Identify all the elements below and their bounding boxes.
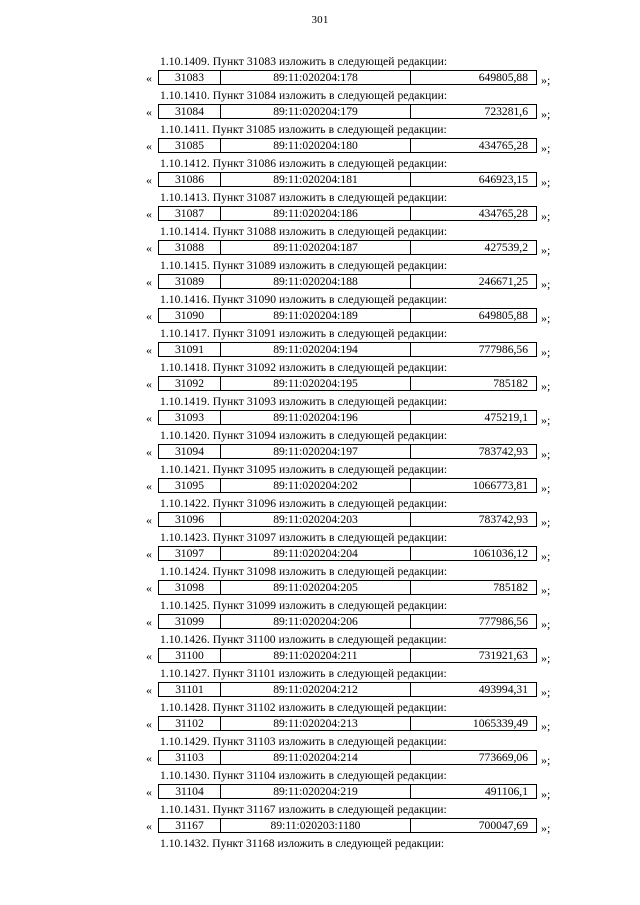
- cadastral-number-cell: 89:11:020204:178: [221, 71, 411, 84]
- quote-close: »;: [541, 787, 551, 801]
- value-cell: 773669,06: [478, 751, 528, 764]
- quote-open: «: [146, 547, 152, 561]
- item-number-cell: 31083: [159, 71, 221, 84]
- table-row: [158, 750, 537, 765]
- quote-open: «: [146, 445, 152, 459]
- amendment-instruction: 1.10.1415. Пункт 31089 изложить в следующей редакции:: [160, 259, 448, 272]
- cadastral-number-cell: 89:11:020204:212: [221, 683, 411, 696]
- amendment-instruction: 1.10.1414. Пункт 31088 изложить в следующей редакции:: [160, 225, 448, 238]
- item-number-cell: 31084: [159, 105, 221, 118]
- amendment-row: [0, 69, 640, 87]
- cadastral-number-cell: 89:11:020204:196: [221, 411, 411, 424]
- cadastral-number-cell: 89:11:020204:214: [221, 751, 411, 764]
- quote-close: »;: [541, 685, 551, 699]
- table-row: [158, 410, 537, 425]
- amendment-row: [0, 205, 640, 223]
- cadastral-number-cell: 89:11:020204:180: [221, 139, 411, 152]
- quote-close: »;: [541, 753, 551, 767]
- amendment-instruction: 1.10.1424. Пункт 31098 изложить в следующей редакции:: [160, 565, 448, 578]
- quote-close: »;: [541, 481, 551, 495]
- quote-close: »;: [541, 719, 551, 733]
- quote-close: »;: [541, 583, 551, 597]
- item-number-cell: 31094: [159, 445, 221, 458]
- value-cell: 1066773,81: [472, 479, 528, 492]
- table-row: [158, 104, 537, 119]
- amendment-item: [0, 190, 640, 224]
- table-row: [158, 308, 537, 323]
- quote-close: »;: [541, 345, 551, 359]
- value-cell: 475219,1: [484, 411, 528, 424]
- amendment-instruction: 1.10.1420. Пункт 31094 изложить в следующей редакции:: [160, 429, 448, 442]
- table-row: [158, 546, 537, 561]
- value-cell: 783742,93: [478, 445, 528, 458]
- cadastral-number-cell: 89:11:020204:219: [221, 785, 411, 798]
- page-number: 301: [311, 14, 329, 26]
- quote-open: «: [146, 241, 152, 255]
- value-cell: 785182: [493, 377, 528, 390]
- item-number-cell: 31104: [159, 785, 221, 798]
- value-cell: 785182: [493, 581, 528, 594]
- value-cell: 246671,25: [478, 275, 528, 288]
- amendment-row: [0, 647, 640, 665]
- amendment-row: [0, 613, 640, 631]
- cadastral-number-cell: 89:11:020204:203: [221, 513, 411, 526]
- cadastral-number-cell: 89:11:020204:181: [221, 173, 411, 186]
- item-number-cell: 31097: [159, 547, 221, 560]
- cadastral-number-cell: 89:11:020204:211: [221, 649, 411, 662]
- quote-close: »;: [541, 243, 551, 257]
- amendment-item: [0, 530, 640, 564]
- table-row: [158, 138, 537, 153]
- table-row: [158, 648, 537, 663]
- quote-open: «: [146, 411, 152, 425]
- item-number-cell: 31102: [159, 717, 221, 730]
- quote-open: «: [146, 343, 152, 357]
- amendment-instruction: 1.10.1410. Пункт 31084 изложить в следующей редакции:: [160, 89, 448, 102]
- quote-open: «: [146, 377, 152, 391]
- amendment-row: [0, 715, 640, 733]
- amendment-item: [0, 734, 640, 768]
- table-row: [158, 716, 537, 731]
- amendment-instruction: 1.10.1422. Пункт 31096 изложить в следующей редакции:: [160, 497, 448, 510]
- quote-open: «: [146, 615, 152, 629]
- table-row: [158, 172, 537, 187]
- value-cell: 783742,93: [478, 513, 528, 526]
- amendment-row: [0, 511, 640, 529]
- item-number-cell: 31098: [159, 581, 221, 594]
- table-row: [158, 512, 537, 527]
- amendment-item: [0, 88, 640, 122]
- quote-close: »;: [541, 651, 551, 665]
- amendment-row: [0, 409, 640, 427]
- amendment-item: [0, 836, 640, 870]
- value-cell: 649805,88: [478, 309, 528, 322]
- quote-open: «: [146, 105, 152, 119]
- value-cell: 649805,88: [478, 71, 528, 84]
- amendment-instruction: 1.10.1432. Пункт 31168 изложить в следующей редакции:: [160, 837, 445, 850]
- quote-close: »;: [541, 175, 551, 189]
- amendment-instruction: 1.10.1409. Пункт 31083 изложить в следующей редакции:: [160, 55, 448, 68]
- item-number-cell: 31093: [159, 411, 221, 424]
- cadastral-number-cell: 89:11:020204:187: [221, 241, 411, 254]
- amendment-instruction: 1.10.1417. Пункт 31091 изложить в следующей редакции:: [160, 327, 448, 340]
- item-number-cell: 31101: [159, 683, 221, 696]
- table-row: [158, 614, 537, 629]
- table-row: [158, 478, 537, 493]
- quote-close: »;: [541, 515, 551, 529]
- table-row: [158, 274, 537, 289]
- amendment-instruction: 1.10.1418. Пункт 31092 изложить в следующей редакции:: [160, 361, 448, 374]
- value-cell: 1061036,12: [472, 547, 528, 560]
- amendment-item: [0, 394, 640, 428]
- quote-close: »;: [541, 821, 551, 835]
- amendment-instruction: 1.10.1428. Пункт 31102 изложить в следующей редакции:: [160, 701, 447, 714]
- value-cell: 434765,28: [478, 207, 528, 220]
- quote-open: «: [146, 581, 152, 595]
- quote-open: «: [146, 139, 152, 153]
- amendment-item: [0, 598, 640, 632]
- table-row: [158, 240, 537, 255]
- quote-open: «: [146, 173, 152, 187]
- amendment-instruction: 1.10.1427. Пункт 31101 изложить в следующей редакции:: [160, 667, 447, 680]
- table-row: [158, 444, 537, 459]
- quote-close: »;: [541, 617, 551, 631]
- amendments-list: [0, 54, 640, 870]
- quote-open: «: [146, 513, 152, 527]
- item-number-cell: 31091: [159, 343, 221, 356]
- amendment-instruction: 1.10.1425. Пункт 31099 изложить в следующей редакции:: [160, 599, 448, 612]
- table-row: [158, 342, 537, 357]
- value-cell: 491106,1: [484, 785, 528, 798]
- amendment-item: [0, 768, 640, 802]
- quote-close: »;: [541, 73, 551, 87]
- value-cell: 700047,69: [478, 819, 528, 832]
- amendment-item: [0, 326, 640, 360]
- item-number-cell: 31103: [159, 751, 221, 764]
- quote-open: «: [146, 275, 152, 289]
- amendment-item: [0, 496, 640, 530]
- table-row: [158, 818, 537, 833]
- cadastral-number-cell: 89:11:020204:204: [221, 547, 411, 560]
- amendment-item: [0, 360, 640, 394]
- item-number-cell: 31095: [159, 479, 221, 492]
- amendment-instruction: 1.10.1416. Пункт 31090 изложить в следующей редакции:: [160, 293, 448, 306]
- amendment-row: [0, 443, 640, 461]
- amendment-item: [0, 462, 640, 496]
- amendment-row: [0, 239, 640, 257]
- item-number-cell: 31087: [159, 207, 221, 220]
- quote-close: »;: [541, 277, 551, 291]
- cadastral-number-cell: 89:11:020204:195: [221, 377, 411, 390]
- item-number-cell: 31092: [159, 377, 221, 390]
- quote-open: «: [146, 785, 152, 799]
- quote-close: »;: [541, 549, 551, 563]
- value-cell: 777986,56: [478, 615, 528, 628]
- value-cell: 427539,2: [484, 241, 528, 254]
- amendment-row: [0, 171, 640, 189]
- quote-close: »;: [541, 379, 551, 393]
- amendment-item: [0, 292, 640, 326]
- amendment-row: [0, 545, 640, 563]
- cadastral-number-cell: 89:11:020204:194: [221, 343, 411, 356]
- amendment-instruction: 1.10.1426. Пункт 31100 изложить в следующей редакции:: [160, 633, 447, 646]
- amendment-row: [0, 273, 640, 291]
- amendment-row: [0, 579, 640, 597]
- quote-open: «: [146, 751, 152, 765]
- item-number-cell: 31089: [159, 275, 221, 288]
- amendment-item: [0, 258, 640, 292]
- amendment-row: [0, 103, 640, 121]
- table-row: [158, 376, 537, 391]
- amendment-item: [0, 700, 640, 734]
- quote-close: »;: [541, 311, 551, 325]
- value-cell: 646923,15: [478, 173, 528, 186]
- cadastral-number-cell: 89:11:020203:1180: [221, 819, 411, 832]
- amendment-item: [0, 122, 640, 156]
- cadastral-number-cell: 89:11:020204:186: [221, 207, 411, 220]
- quote-open: «: [146, 819, 152, 833]
- table-row: [158, 784, 537, 799]
- value-cell: 777986,56: [478, 343, 528, 356]
- value-cell: 493994,31: [478, 683, 528, 696]
- cadastral-number-cell: 89:11:020204:202: [221, 479, 411, 492]
- amendment-row: [0, 375, 640, 393]
- quote-close: »;: [541, 107, 551, 121]
- amendment-item: [0, 54, 640, 88]
- value-cell: 434765,28: [478, 139, 528, 152]
- quote-open: «: [146, 717, 152, 731]
- quote-close: »;: [541, 141, 551, 155]
- amendment-instruction: 1.10.1419. Пункт 31093 изложить в следующей редакции:: [160, 395, 448, 408]
- amendment-row: [0, 783, 640, 801]
- quote-open: «: [146, 683, 152, 697]
- item-number-cell: 31100: [159, 649, 221, 662]
- amendment-row: [0, 137, 640, 155]
- quote-open: «: [146, 479, 152, 493]
- amendment-item: [0, 802, 640, 836]
- amendment-instruction: 1.10.1429. Пункт 31103 изложить в следующей редакции:: [160, 735, 447, 748]
- amendment-row: [0, 749, 640, 767]
- value-cell: 1065339,49: [472, 717, 528, 730]
- quote-close: »;: [541, 413, 551, 427]
- amendment-row: [0, 681, 640, 699]
- amendment-instruction: 1.10.1431. Пункт 31167 изложить в следующей редакции:: [160, 803, 447, 816]
- amendment-item: [0, 632, 640, 666]
- amendment-item: [0, 564, 640, 598]
- cadastral-number-cell: 89:11:020204:197: [221, 445, 411, 458]
- amendment-instruction: 1.10.1412. Пункт 31086 изложить в следующей редакции:: [160, 157, 448, 170]
- amendment-instruction: 1.10.1421. Пункт 31095 изложить в следующей редакции:: [160, 463, 448, 476]
- quote-open: «: [146, 71, 152, 85]
- item-number-cell: 31088: [159, 241, 221, 254]
- quote-open: «: [146, 309, 152, 323]
- amendment-instruction: 1.10.1423. Пункт 31097 изложить в следующей редакции:: [160, 531, 448, 544]
- item-number-cell: 31096: [159, 513, 221, 526]
- amendment-item: [0, 666, 640, 700]
- cadastral-number-cell: 89:11:020204:188: [221, 275, 411, 288]
- item-number-cell: 31099: [159, 615, 221, 628]
- amendment-item: [0, 224, 640, 258]
- cadastral-number-cell: 89:11:020204:206: [221, 615, 411, 628]
- quote-open: «: [146, 207, 152, 221]
- amendment-item: [0, 156, 640, 190]
- table-row: [158, 206, 537, 221]
- amendment-row: [0, 817, 640, 835]
- quote-close: »;: [541, 447, 551, 461]
- item-number-cell: 31085: [159, 139, 221, 152]
- value-cell: 723281,6: [484, 105, 528, 118]
- item-number-cell: 31167: [159, 819, 221, 832]
- cadastral-number-cell: 89:11:020204:179: [221, 105, 411, 118]
- amendment-row: [0, 341, 640, 359]
- amendment-instruction: 1.10.1411. Пункт 31085 изложить в следующей редакции:: [160, 123, 447, 136]
- amendment-item: [0, 428, 640, 462]
- amendment-instruction: 1.10.1430. Пункт 31104 изложить в следующей редакции:: [160, 769, 447, 782]
- item-number-cell: 31090: [159, 309, 221, 322]
- cadastral-number-cell: 89:11:020204:189: [221, 309, 411, 322]
- amendment-instruction: 1.10.1413. Пункт 31087 изложить в следующей редакции:: [160, 191, 448, 204]
- cadastral-number-cell: 89:11:020204:205: [221, 581, 411, 594]
- cadastral-number-cell: 89:11:020204:213: [221, 717, 411, 730]
- item-number-cell: 31086: [159, 173, 221, 186]
- value-cell: 731921,63: [478, 649, 528, 662]
- table-row: [158, 70, 537, 85]
- amendment-row: [0, 477, 640, 495]
- table-row: [158, 580, 537, 595]
- table-row: [158, 682, 537, 697]
- quote-close: »;: [541, 209, 551, 223]
- quote-open: «: [146, 649, 152, 663]
- amendment-row: [0, 307, 640, 325]
